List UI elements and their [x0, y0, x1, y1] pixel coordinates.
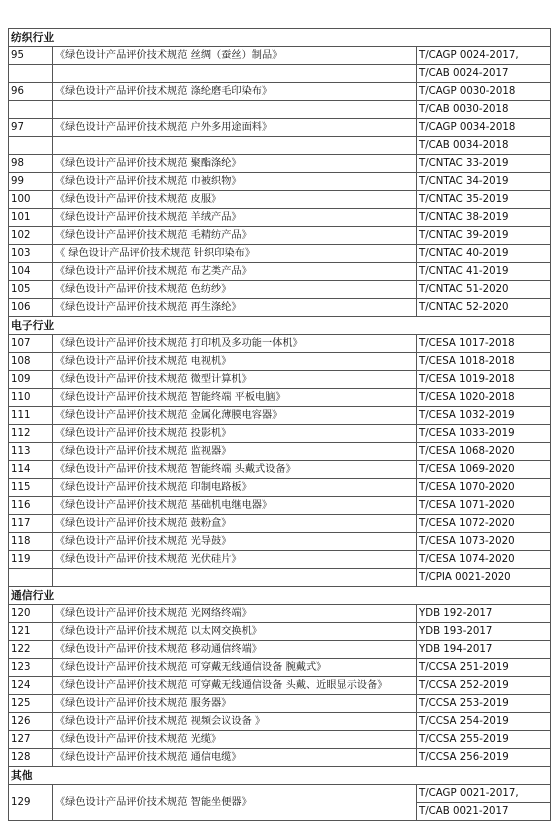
standard-code: T/CESA 1074-2020 [417, 551, 551, 569]
item-number: 123 [9, 659, 53, 677]
standard-code: YDB 194-2017 [417, 641, 551, 659]
table-row [9, 335, 551, 353]
table-row [9, 209, 551, 227]
standard-code: T/CNTAC 52-2020 [417, 299, 551, 317]
table-row [9, 137, 551, 155]
section-header-row [9, 767, 551, 785]
table-row [9, 65, 551, 83]
table-row [9, 389, 551, 407]
standard-title: 《绿色设计产品评价技术规范 可穿戴无线通信设备 腕戴式》 [53, 659, 417, 677]
standard-title: 《绿色设计产品评价技术规范 通信电缆》 [53, 749, 417, 767]
standard-title: 《绿色设计产品评价技术规范 涤纶磨毛印染布》 [53, 83, 417, 101]
table-row [9, 443, 551, 461]
standard-title: 《绿色设计产品评价技术规范 智能终端 头戴式设备》 [53, 461, 417, 479]
item-number: 126 [9, 713, 53, 731]
table-row [9, 173, 551, 191]
standard-code: T/CNTAC 35-2019 [417, 191, 551, 209]
item-number: 104 [9, 263, 53, 281]
standard-code: T/CESA 1019-2018 [417, 371, 551, 389]
standard-code: T/CNTAC 40-2019 [417, 245, 551, 263]
standard-code: T/CESA 1017-2018 [417, 335, 551, 353]
section-title: 电子行业 [9, 317, 551, 335]
standard-title: 《绿色设计产品评价技术规范 巾被织物》 [53, 173, 417, 191]
standard-code: T/CESA 1073-2020 [417, 533, 551, 551]
item-number: 121 [9, 623, 53, 641]
standard-code: T/CCSA 253-2019 [417, 695, 551, 713]
standard-title: 《绿色设计产品评价技术规范 智能终端 平板电脑》 [53, 389, 417, 407]
standard-title: 《绿色设计产品评价技术规范 聚酯涤纶》 [53, 155, 417, 173]
standard-title: 《绿色设计产品评价技术规范 鼓粉盒》 [53, 515, 417, 533]
table-row [9, 119, 551, 137]
table-row [9, 713, 551, 731]
table-row [9, 515, 551, 533]
table-row [9, 569, 551, 587]
standard-code: T/CNTAC 41-2019 [417, 263, 551, 281]
standard-code: T/CCSA 251-2019 [417, 659, 551, 677]
standard-code: T/CESA 1070-2020 [417, 479, 551, 497]
item-number: 122 [9, 641, 53, 659]
table-row [9, 155, 551, 173]
standard-code: T/CAGP 0034-2018 [417, 119, 551, 137]
table-row [9, 551, 551, 569]
standard-title: 《绿色设计产品评价技术规范 投影机》 [53, 425, 417, 443]
table-body [9, 29, 551, 821]
table-row [9, 101, 551, 119]
standard-title: 《绿色设计产品评价技术规范 以太网交换机》 [53, 623, 417, 641]
table-row [9, 623, 551, 641]
standard-code: YDB 192-2017 [417, 605, 551, 623]
section-header-row [9, 29, 551, 47]
standard-code: T/CNTAC 51-2020 [417, 281, 551, 299]
standard-title: 《绿色设计产品评价技术规范 皮服》 [53, 191, 417, 209]
standard-code: YDB 193-2017 [417, 623, 551, 641]
item-number: 108 [9, 353, 53, 371]
table-row [9, 191, 551, 209]
item-number: 128 [9, 749, 53, 767]
standard-title: 《绿色设计产品评价技术规范 移动通信终端》 [53, 641, 417, 659]
table-row [9, 749, 551, 767]
standard-code: T/CESA 1018-2018 [417, 353, 551, 371]
table-row [9, 731, 551, 749]
standard-title: 《绿色设计产品评价技术规范 丝绸（蚕丝）制品》 [53, 47, 417, 65]
standard-title: 《绿色设计产品评价技术规范 基础机电继电器》 [53, 497, 417, 515]
table-row [9, 695, 551, 713]
standard-code: T/CAGP 0030-2018 [417, 83, 551, 101]
table-row [9, 677, 551, 695]
standard-title: 《绿色设计产品评价技术规范 监视器》 [53, 443, 417, 461]
item-number: 124 [9, 677, 53, 695]
item-number: 111 [9, 407, 53, 425]
item-number: 127 [9, 731, 53, 749]
item-number: 113 [9, 443, 53, 461]
standard-title: 《绿色设计产品评价技术规范 户外多用途面料》 [53, 119, 417, 137]
standard-code: T/CNTAC 39-2019 [417, 227, 551, 245]
standard-code: T/CESA 1033-2019 [417, 425, 551, 443]
table-row [9, 281, 551, 299]
standard-code: T/CESA 1069-2020 [417, 461, 551, 479]
table-row [9, 497, 551, 515]
item-number: 107 [9, 335, 53, 353]
standard-code: T/CCSA 255-2019 [417, 731, 551, 749]
item-number: 118 [9, 533, 53, 551]
table-row [9, 641, 551, 659]
standard-code: T/CPIA 0021-2020 [417, 569, 551, 587]
table-row [9, 263, 551, 281]
item-number: 117 [9, 515, 53, 533]
item-number: 109 [9, 371, 53, 389]
standard-title: 《绿色设计产品评价技术规范 光导鼓》 [53, 533, 417, 551]
standard-title: 《绿色设计产品评价技术规范 光伏硅片》 [53, 551, 417, 569]
table-row [9, 353, 551, 371]
standard-code: T/CCSA 252-2019 [417, 677, 551, 695]
standard-title: 《绿色设计产品评价技术规范 智能坐便器》 [53, 785, 417, 821]
table-row [9, 533, 551, 551]
item-number: 115 [9, 479, 53, 497]
standard-code: T/CAB 0034-2018 [417, 137, 551, 155]
standard-title: 《绿色设计产品评价技术规范 印制电路板》 [53, 479, 417, 497]
standard-code: T/CESA 1072-2020 [417, 515, 551, 533]
section-title: 通信行业 [9, 587, 551, 605]
standard-code: T/CESA 1020-2018 [417, 389, 551, 407]
table-row [9, 659, 551, 677]
standard-code: T/CESA 1068-2020 [417, 443, 551, 461]
standard-title: 《绿色设计产品评价技术规范 再生涤纶》 [53, 299, 417, 317]
item-number: 99 [9, 173, 53, 191]
standard-title [53, 137, 417, 155]
item-number: 119 [9, 551, 53, 569]
item-number: 106 [9, 299, 53, 317]
standard-title: 《绿色设计产品评价技术规范 打印机及多功能一体机》 [53, 335, 417, 353]
table-row [9, 479, 551, 497]
standard-title: 《绿色设计产品评价技术规范 可穿戴无线通信设备 头戴、近眼显示设备》 [53, 677, 417, 695]
standard-code: T/CNTAC 33-2019 [417, 155, 551, 173]
item-number: 112 [9, 425, 53, 443]
item-number: 125 [9, 695, 53, 713]
item-number [9, 137, 53, 155]
section-title: 其他 [9, 767, 551, 785]
table-row [9, 461, 551, 479]
standard-title: 《绿色设计产品评价技术规范 光网络终端》 [53, 605, 417, 623]
item-number: 116 [9, 497, 53, 515]
table-row [9, 227, 551, 245]
table-row [9, 83, 551, 101]
item-number [9, 569, 53, 587]
table-row [9, 605, 551, 623]
table-row [9, 245, 551, 263]
section-header-row [9, 587, 551, 605]
standard-code: T/CAGP 0024-2017, [417, 47, 551, 65]
table-row [9, 785, 551, 803]
standard-title: 《绿色设计产品评价技术规范 毛精纺产品》 [53, 227, 417, 245]
standard-title: 《绿色设计产品评价技术规范 金属化薄膜电容器》 [53, 407, 417, 425]
standard-code: T/CCSA 254-2019 [417, 713, 551, 731]
standard-code: T/CAGP 0021-2017, [417, 785, 551, 803]
table-row [9, 425, 551, 443]
standards-document [8, 28, 550, 821]
standard-title: 《绿色设计产品评价技术规范 电视机》 [53, 353, 417, 371]
standard-code: T/CESA 1071-2020 [417, 497, 551, 515]
table-row [9, 371, 551, 389]
standard-code: T/CAB 0030-2018 [417, 101, 551, 119]
item-number [9, 101, 53, 119]
standard-title: 《绿色设计产品评价技术规范 布艺类产品》 [53, 263, 417, 281]
standard-code: T/CNTAC 38-2019 [417, 209, 551, 227]
standard-code: T/CAB 0024-2017 [417, 65, 551, 83]
standard-title: 《绿色设计产品评价技术规范 微型计算机》 [53, 371, 417, 389]
standard-title [53, 101, 417, 119]
item-number: 129 [9, 785, 53, 821]
standard-title: 《绿色设计产品评价技术规范 羊绒产品》 [53, 209, 417, 227]
standard-title: 《绿色设计产品评价技术规范 视频会议设备 》 [53, 713, 417, 731]
item-number: 102 [9, 227, 53, 245]
standard-code: T/CESA 1032-2019 [417, 407, 551, 425]
item-number: 101 [9, 209, 53, 227]
standard-title: 《 绿色设计产品评价技术规范 针织印染布》 [53, 245, 417, 263]
standard-title: 《绿色设计产品评价技术规范 光缆》 [53, 731, 417, 749]
item-number [9, 65, 53, 83]
item-number: 114 [9, 461, 53, 479]
section-title: 纺织行业 [9, 29, 551, 47]
item-number: 96 [9, 83, 53, 101]
item-number: 120 [9, 605, 53, 623]
item-number: 98 [9, 155, 53, 173]
item-number: 103 [9, 245, 53, 263]
item-number: 95 [9, 47, 53, 65]
standard-code: T/CNTAC 34-2019 [417, 173, 551, 191]
standard-title: 《绿色设计产品评价技术规范 服务器》 [53, 695, 417, 713]
section-header-row [9, 317, 551, 335]
standards-table [8, 28, 551, 821]
standard-code: T/CAB 0021-2017 [417, 803, 551, 821]
table-row [9, 47, 551, 65]
table-row [9, 299, 551, 317]
standard-title: 《绿色设计产品评价技术规范 色纺纱》 [53, 281, 417, 299]
standard-title [53, 65, 417, 83]
item-number: 105 [9, 281, 53, 299]
item-number: 100 [9, 191, 53, 209]
standard-title [53, 569, 417, 587]
standard-code: T/CCSA 256-2019 [417, 749, 551, 767]
item-number: 110 [9, 389, 53, 407]
table-row [9, 407, 551, 425]
item-number: 97 [9, 119, 53, 137]
